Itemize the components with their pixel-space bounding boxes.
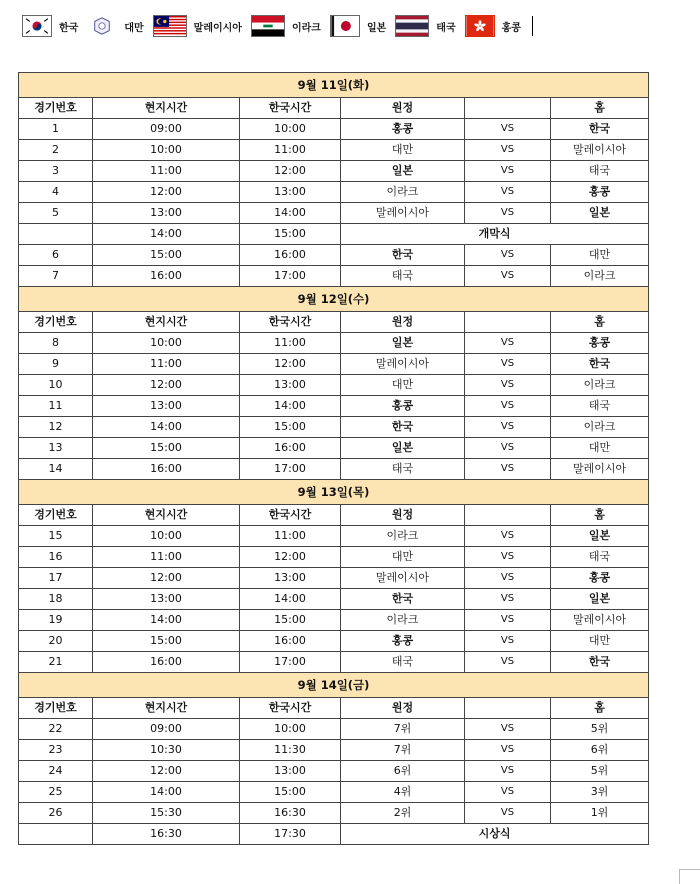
legend-label: 일본	[366, 22, 387, 34]
match-row	[19, 803, 649, 824]
korea-time-cell: 16:00	[240, 245, 341, 266]
match-no-cell: 15	[19, 526, 93, 547]
match-no-cell: 8	[19, 333, 93, 354]
legend-label: 홍콩	[501, 22, 521, 34]
match-no-cell: 23	[19, 740, 93, 761]
col-header-local-time: 현지시간	[93, 312, 240, 333]
home-team-cell: 말레이시아	[551, 140, 649, 161]
home-team-cell: 이라크	[551, 375, 649, 396]
col-header-match-no: 경기번호	[19, 312, 93, 333]
vs-cell: VS	[465, 396, 551, 417]
match-no-cell: 7	[19, 266, 93, 287]
match-row	[19, 140, 649, 161]
col-header-vs	[465, 312, 551, 333]
col-header-vs	[465, 698, 551, 719]
korea-time-cell: 15:00	[240, 417, 341, 438]
column-header-row	[19, 698, 649, 719]
local-time-cell: 10:00	[93, 526, 240, 547]
vs-cell: VS	[465, 803, 551, 824]
col-header-away-team: 원정	[341, 312, 465, 333]
vs-cell: VS	[465, 417, 551, 438]
away-team-cell: 2위	[341, 803, 465, 824]
vs-cell: VS	[465, 459, 551, 480]
local-time-cell: 12:00	[93, 182, 240, 203]
col-header-vs	[465, 98, 551, 119]
local-time-cell: 10:30	[93, 740, 240, 761]
korea-time-cell: 10:00	[240, 719, 341, 740]
match-no-cell: 16	[19, 547, 93, 568]
hongkong-flag-icon	[465, 15, 495, 37]
home-team-cell: 5위	[551, 761, 649, 782]
match-no-cell: 26	[19, 803, 93, 824]
col-header-local-time: 현지시간	[93, 98, 240, 119]
iraq-flag-icon	[251, 15, 285, 37]
home-team-cell: 대만	[551, 438, 649, 459]
col-header-away-team: 원정	[341, 698, 465, 719]
col-header-korea-time: 한국시간	[240, 505, 341, 526]
away-team-cell: 7위	[341, 719, 465, 740]
day-title: 9월 14일(금)	[19, 673, 649, 698]
home-team-cell: 대만	[551, 631, 649, 652]
match-no-cell: 5	[19, 203, 93, 224]
home-team-cell: 홍콩	[551, 568, 649, 589]
away-team-cell: 이라크	[341, 526, 465, 547]
col-header-match-no: 경기번호	[19, 505, 93, 526]
local-time-cell: 14:00	[93, 610, 240, 631]
home-team-cell: 말레이시아	[551, 610, 649, 631]
local-time-cell: 11:00	[93, 354, 240, 375]
vs-cell: VS	[465, 375, 551, 396]
match-row	[19, 245, 649, 266]
day-header-row	[19, 287, 649, 312]
match-row	[19, 375, 649, 396]
malaysia-flag-icon	[153, 15, 187, 37]
match-no-cell: 24	[19, 761, 93, 782]
match-row	[19, 631, 649, 652]
local-time-cell: 16:00	[93, 266, 240, 287]
korea-time-cell: 11:00	[240, 333, 341, 354]
match-no-cell: 3	[19, 161, 93, 182]
home-team-cell: 태국	[551, 161, 649, 182]
korea-time-cell: 14:00	[240, 589, 341, 610]
vs-cell: VS	[465, 161, 551, 182]
home-team-cell: 대만	[551, 245, 649, 266]
local-time-cell: 11:00	[93, 547, 240, 568]
away-team-cell: 7위	[341, 740, 465, 761]
match-no-cell: 10	[19, 375, 93, 396]
korea-time-cell: 15:00	[240, 224, 341, 245]
local-time-cell: 15:30	[93, 803, 240, 824]
flag-legend	[22, 10, 662, 42]
local-time-cell: 09:00	[93, 719, 240, 740]
col-header-match-no: 경기번호	[19, 698, 93, 719]
away-team-cell: 6위	[341, 761, 465, 782]
local-time-cell: 13:00	[93, 589, 240, 610]
vs-cell: VS	[465, 547, 551, 568]
legend-item-japan	[330, 15, 386, 37]
korea-time-cell: 17:30	[240, 824, 341, 845]
legend-label: 태국	[436, 22, 456, 34]
ceremony-row	[19, 824, 649, 845]
match-no-cell: 17	[19, 568, 93, 589]
away-team-cell: 한국	[341, 245, 465, 266]
vs-cell: VS	[465, 761, 551, 782]
vs-cell: VS	[465, 203, 551, 224]
korea-time-cell: 16:00	[240, 631, 341, 652]
match-no-cell: 25	[19, 782, 93, 803]
legend-item-thailand	[395, 15, 455, 37]
vs-cell: VS	[465, 245, 551, 266]
local-time-cell: 16:00	[93, 652, 240, 673]
match-no-cell	[19, 824, 93, 845]
legend-label: 이라크	[291, 22, 321, 34]
away-team-cell: 말레이시아	[341, 203, 465, 224]
column-header-row	[19, 98, 649, 119]
match-no-cell: 20	[19, 631, 93, 652]
col-header-korea-time: 한국시간	[240, 698, 341, 719]
vs-cell: VS	[465, 438, 551, 459]
home-team-cell: 한국	[551, 652, 649, 673]
match-row	[19, 438, 649, 459]
page-corner-mark	[679, 869, 700, 884]
day-title: 9월 13일(목)	[19, 480, 649, 505]
taiwan-flag-icon	[87, 15, 117, 37]
match-row	[19, 417, 649, 438]
home-team-cell: 홍콩	[551, 182, 649, 203]
col-header-korea-time: 한국시간	[240, 98, 341, 119]
local-time-cell: 12:00	[93, 375, 240, 396]
home-team-cell: 6위	[551, 740, 649, 761]
korea-time-cell: 16:00	[240, 438, 341, 459]
away-team-cell: 홍콩	[341, 631, 465, 652]
home-team-cell: 이라크	[551, 266, 649, 287]
korea-time-cell: 17:00	[240, 459, 341, 480]
match-row	[19, 782, 649, 803]
away-team-cell: 대만	[341, 547, 465, 568]
match-no-cell: 19	[19, 610, 93, 631]
match-no-cell: 14	[19, 459, 93, 480]
vs-cell: VS	[465, 354, 551, 375]
korea-time-cell: 10:00	[240, 119, 341, 140]
match-row	[19, 459, 649, 480]
match-row	[19, 719, 649, 740]
match-row	[19, 652, 649, 673]
match-row	[19, 161, 649, 182]
away-team-cell: 일본	[341, 333, 465, 354]
local-time-cell: 10:00	[93, 140, 240, 161]
vs-cell: VS	[465, 719, 551, 740]
match-row	[19, 182, 649, 203]
vs-cell: VS	[465, 610, 551, 631]
korea-time-cell: 15:00	[240, 610, 341, 631]
legend-item-hongkong	[465, 15, 521, 37]
match-row	[19, 761, 649, 782]
local-time-cell: 14:00	[93, 224, 240, 245]
day-header-row	[19, 73, 649, 98]
away-team-cell: 태국	[341, 266, 465, 287]
korea-time-cell: 11:00	[240, 526, 341, 547]
home-team-cell: 5위	[551, 719, 649, 740]
legend-label: 말레이시아	[193, 22, 242, 34]
legend-label: 대만	[124, 22, 144, 34]
match-row	[19, 354, 649, 375]
japan-flag-icon	[330, 15, 360, 37]
vs-cell: VS	[465, 333, 551, 354]
vs-cell: VS	[465, 182, 551, 203]
vs-cell: VS	[465, 652, 551, 673]
day-title: 9월 12일(수)	[19, 287, 649, 312]
away-team-cell: 홍콩	[341, 396, 465, 417]
thailand-flag-icon	[395, 15, 429, 37]
away-team-cell: 홍콩	[341, 119, 465, 140]
local-time-cell: 15:00	[93, 631, 240, 652]
col-header-local-time: 현지시간	[93, 505, 240, 526]
away-team-cell: 한국	[341, 417, 465, 438]
home-team-cell: 일본	[551, 526, 649, 547]
legend-label: 한국	[59, 22, 79, 34]
local-time-cell: 13:00	[93, 203, 240, 224]
home-team-cell: 일본	[551, 589, 649, 610]
home-team-cell: 홍콩	[551, 333, 649, 354]
match-row	[19, 333, 649, 354]
korea-time-cell: 13:00	[240, 182, 341, 203]
local-time-cell: 09:00	[93, 119, 240, 140]
korea-time-cell: 14:00	[240, 396, 341, 417]
local-time-cell: 12:00	[93, 761, 240, 782]
korea-time-cell: 17:00	[240, 266, 341, 287]
match-no-cell: 9	[19, 354, 93, 375]
match-no-cell: 12	[19, 417, 93, 438]
local-time-cell: 13:00	[93, 396, 240, 417]
home-team-cell: 일본	[551, 203, 649, 224]
match-row	[19, 396, 649, 417]
away-team-cell: 말레이시아	[341, 568, 465, 589]
home-team-cell: 태국	[551, 396, 649, 417]
match-row	[19, 203, 649, 224]
home-team-cell: 1위	[551, 803, 649, 824]
local-time-cell: 15:00	[93, 438, 240, 459]
local-time-cell: 12:00	[93, 568, 240, 589]
away-team-cell: 이라크	[341, 610, 465, 631]
match-row	[19, 119, 649, 140]
match-no-cell: 2	[19, 140, 93, 161]
vs-cell: VS	[465, 631, 551, 652]
col-header-home-team: 홈	[551, 505, 649, 526]
local-time-cell: 16:00	[93, 459, 240, 480]
match-row	[19, 266, 649, 287]
local-time-cell: 11:00	[93, 161, 240, 182]
vs-cell: VS	[465, 526, 551, 547]
korea-time-cell: 12:00	[240, 161, 341, 182]
away-team-cell: 일본	[341, 161, 465, 182]
match-no-cell: 18	[19, 589, 93, 610]
away-team-cell: 한국	[341, 589, 465, 610]
event-cell: 개막식	[341, 224, 649, 245]
legend-item-taiwan	[87, 15, 143, 37]
home-team-cell: 말레이시아	[551, 459, 649, 480]
match-row	[19, 740, 649, 761]
home-team-cell: 이라크	[551, 417, 649, 438]
home-team-cell: 한국	[551, 119, 649, 140]
text-cursor	[532, 16, 533, 36]
legend-item-malaysia	[153, 15, 242, 37]
home-team-cell: 한국	[551, 354, 649, 375]
korea-time-cell: 15:00	[240, 782, 341, 803]
korea-time-cell: 12:00	[240, 547, 341, 568]
match-row	[19, 526, 649, 547]
match-no-cell	[19, 224, 93, 245]
away-team-cell: 대만	[341, 375, 465, 396]
day-header-row	[19, 673, 649, 698]
korea-time-cell: 13:00	[240, 375, 341, 396]
local-time-cell: 15:00	[93, 245, 240, 266]
match-no-cell: 4	[19, 182, 93, 203]
match-no-cell: 22	[19, 719, 93, 740]
col-header-local-time: 현지시간	[93, 698, 240, 719]
col-header-home-team: 홈	[551, 98, 649, 119]
match-no-cell: 21	[19, 652, 93, 673]
match-row	[19, 589, 649, 610]
column-header-row	[19, 505, 649, 526]
match-no-cell: 11	[19, 396, 93, 417]
korea-time-cell: 13:00	[240, 568, 341, 589]
vs-cell: VS	[465, 782, 551, 803]
column-header-row	[19, 312, 649, 333]
vs-cell: VS	[465, 266, 551, 287]
korea-time-cell: 13:00	[240, 761, 341, 782]
korea-time-cell: 11:00	[240, 140, 341, 161]
match-row	[19, 610, 649, 631]
vs-cell: VS	[465, 119, 551, 140]
korea-time-cell: 16:30	[240, 803, 341, 824]
away-team-cell: 일본	[341, 438, 465, 459]
local-time-cell: 16:30	[93, 824, 240, 845]
col-header-away-team: 원정	[341, 505, 465, 526]
match-row	[19, 547, 649, 568]
col-header-korea-time: 한국시간	[240, 312, 341, 333]
local-time-cell: 14:00	[93, 782, 240, 803]
match-no-cell: 6	[19, 245, 93, 266]
away-team-cell: 말레이시아	[341, 354, 465, 375]
vs-cell: VS	[465, 568, 551, 589]
away-team-cell: 태국	[341, 652, 465, 673]
legend-item-korea	[22, 15, 78, 37]
home-team-cell: 3위	[551, 782, 649, 803]
match-no-cell: 13	[19, 438, 93, 459]
home-team-cell: 태국	[551, 547, 649, 568]
korea-time-cell: 17:00	[240, 652, 341, 673]
away-team-cell: 대만	[341, 140, 465, 161]
local-time-cell: 14:00	[93, 417, 240, 438]
match-row	[19, 568, 649, 589]
col-header-match-no: 경기번호	[19, 98, 93, 119]
korea-flag-icon	[22, 15, 52, 37]
col-header-vs	[465, 505, 551, 526]
away-team-cell: 이라크	[341, 182, 465, 203]
vs-cell: VS	[465, 140, 551, 161]
match-no-cell: 1	[19, 119, 93, 140]
korea-time-cell: 14:00	[240, 203, 341, 224]
col-header-home-team: 홈	[551, 698, 649, 719]
korea-time-cell: 12:00	[240, 354, 341, 375]
day-header-row	[19, 480, 649, 505]
event-cell: 시상식	[341, 824, 649, 845]
col-header-away-team: 원정	[341, 98, 465, 119]
legend-item-iraq	[251, 15, 321, 37]
day-title: 9월 11일(화)	[19, 73, 649, 98]
away-team-cell: 태국	[341, 459, 465, 480]
match-schedule-table	[18, 72, 649, 845]
local-time-cell: 10:00	[93, 333, 240, 354]
col-header-home-team: 홈	[551, 312, 649, 333]
vs-cell: VS	[465, 740, 551, 761]
ceremony-row	[19, 224, 649, 245]
vs-cell: VS	[465, 589, 551, 610]
away-team-cell: 4위	[341, 782, 465, 803]
korea-time-cell: 11:30	[240, 740, 341, 761]
